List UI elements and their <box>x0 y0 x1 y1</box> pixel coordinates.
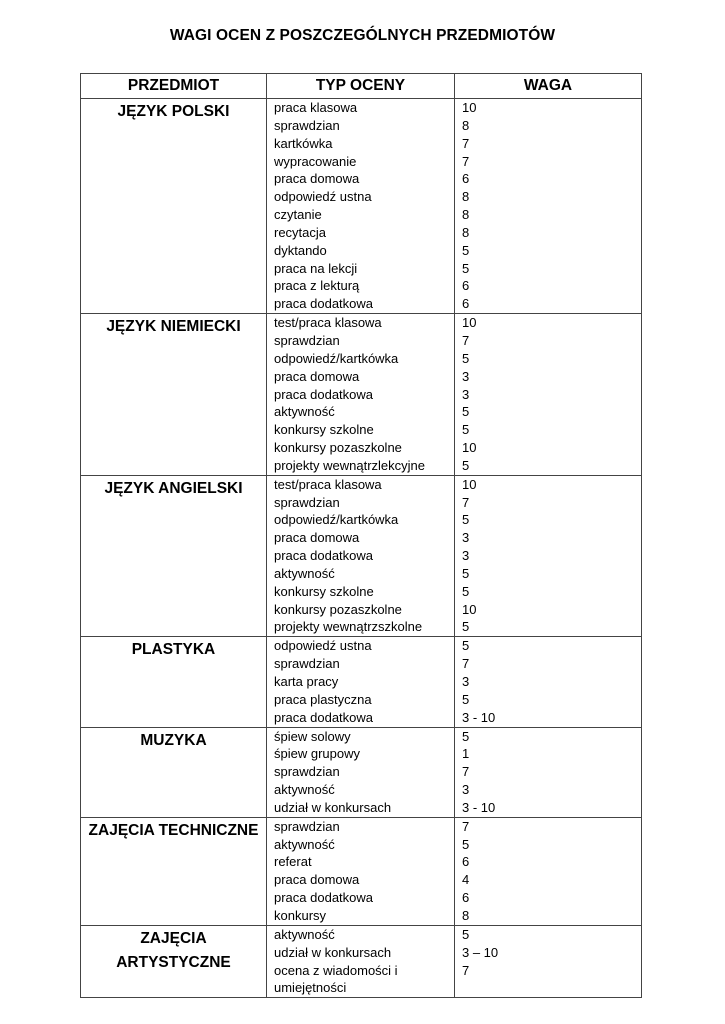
weight-value: 5 <box>462 583 470 599</box>
grade-type: konkursy pozaszkolne <box>274 601 402 617</box>
weight-value: 5 <box>462 350 470 366</box>
grade-type: odpowiedź/kartkówka <box>274 350 399 366</box>
weight-value: 5 <box>462 260 470 276</box>
table-row <box>81 314 642 476</box>
subject-name: JĘZYK ANGIELSKI <box>104 479 243 497</box>
weight-value: 10 <box>462 476 477 492</box>
weight-cell <box>455 475 642 637</box>
weight-cell <box>455 637 642 727</box>
weight-cell <box>455 817 642 925</box>
grade-type: aktywność <box>274 926 335 942</box>
grade-type: czytanie <box>274 207 322 223</box>
subject-name: ARTYSTYCZNE <box>116 953 231 971</box>
weight-value: 10 <box>462 100 477 115</box>
grade-type: referat <box>274 854 312 870</box>
subject-cell <box>81 475 267 637</box>
subject-cell <box>81 727 267 817</box>
grade-type: projekty wewnątrzlekcyjne <box>274 457 426 473</box>
table-row <box>81 817 642 925</box>
grade-type: wypracowanie <box>274 153 357 169</box>
weight-value: 7 <box>462 818 470 834</box>
grade-type: ocena z wiadomości i <box>274 962 398 978</box>
grade-weights-table <box>80 73 642 998</box>
grade-type: konkursy pozaszkolne <box>274 440 402 456</box>
weight-value: 3 <box>462 548 470 564</box>
weight-value: 3 <box>462 386 470 402</box>
subject-cell <box>81 637 267 727</box>
grade-type: praca domowa <box>274 872 360 888</box>
page-title: WAGI OCEN Z POSZCZEGÓLNYCH PRZEDMIOTÓW <box>169 27 556 44</box>
table-row <box>81 925 642 997</box>
grade-type: praca dodatkowa <box>274 296 374 312</box>
subject-name: MUZYKA <box>140 731 207 749</box>
grade-type: sprawdzian <box>274 656 340 672</box>
header-weight: WAGA <box>455 74 642 99</box>
weight-value: 7 <box>462 962 470 978</box>
grade-type-cell <box>267 99 455 314</box>
subject-cell <box>81 99 267 314</box>
weight-value: 7 <box>462 656 470 672</box>
grade-type: praca domowa <box>274 171 360 187</box>
grade-type: konkursy szkolne <box>274 422 374 438</box>
weight-value: 3 - 10 <box>462 709 496 725</box>
grade-type: aktywność <box>274 836 335 852</box>
weight-value: 3 – 10 <box>462 944 499 960</box>
weight-cell <box>455 727 642 817</box>
grade-type: karta pracy <box>274 674 339 689</box>
weight-value: 7 <box>462 153 470 169</box>
weight-value: 5 <box>462 242 470 258</box>
grade-type-cell <box>267 475 455 637</box>
weight-value: 8 <box>462 117 470 133</box>
weight-value: 6 <box>462 296 470 312</box>
grade-type: praca klasowa <box>274 100 358 115</box>
grade-type: aktywność <box>274 565 335 581</box>
grade-type: śpiew solowy <box>274 728 351 744</box>
weight-value: 6 <box>462 171 470 187</box>
header-subject: PRZEDMIOT <box>81 74 267 99</box>
grade-type-cell <box>267 925 455 997</box>
grade-type-cell <box>267 817 455 925</box>
grade-type: konkursy <box>274 907 327 923</box>
weight-value: 8 <box>462 907 470 923</box>
weight-value: 5 <box>462 836 470 852</box>
weight-value: 5 <box>462 404 470 420</box>
grade-type: aktywność <box>274 782 335 798</box>
subject-name: ZAJĘCIA TECHNICZNE <box>88 821 259 839</box>
subject-name: ZAJĘCIA <box>140 929 207 947</box>
grade-type: dyktando <box>274 242 327 258</box>
grade-type: śpiew grupowy <box>274 746 360 762</box>
table-row <box>81 475 642 637</box>
table-row <box>81 99 642 314</box>
grade-type: udział w konkursach <box>274 799 392 815</box>
grade-type: umiejętności <box>274 980 347 996</box>
header-type: TYP OCENY <box>267 74 455 99</box>
grade-type: praca domowa <box>274 368 360 384</box>
weight-value: 5 <box>462 691 470 707</box>
weight-value: 3 <box>462 782 470 798</box>
subject-name: JĘZYK NIEMIECKI <box>106 318 241 336</box>
subject-name: PLASTYKA <box>131 641 216 659</box>
grade-type: konkursy szkolne <box>274 583 374 599</box>
weight-value: 5 <box>462 728 470 744</box>
grade-type: odpowiedź ustna <box>274 189 372 205</box>
grade-type: praca domowa <box>274 530 360 546</box>
weight-value: 3 - 10 <box>462 799 496 815</box>
grade-type: praca dodatkowa <box>274 386 374 402</box>
weight-value: 7 <box>462 332 470 348</box>
grade-type: sprawdzian <box>274 818 340 834</box>
weight-value: 6 <box>462 278 470 294</box>
grade-type: sprawdzian <box>274 117 340 133</box>
grade-type: udział w konkursach <box>274 944 392 960</box>
weight-cell <box>455 99 642 314</box>
grade-type: praca z lekturą <box>274 278 360 294</box>
subject-cell <box>81 925 267 997</box>
grade-type: recytacja <box>274 224 327 240</box>
weight-value: 7 <box>462 135 470 151</box>
weight-value: 10 <box>462 440 477 456</box>
weight-value: 8 <box>462 207 470 223</box>
grade-type: praca dodatkowa <box>274 548 374 564</box>
table-row <box>81 637 642 727</box>
weight-value: 8 <box>462 189 470 205</box>
weight-value: 6 <box>462 890 470 906</box>
weight-value: 5 <box>462 457 470 473</box>
weight-value: 3 <box>462 674 470 689</box>
weight-value: 5 <box>462 422 470 438</box>
weight-value: 1 <box>462 746 470 762</box>
weight-value: 5 <box>462 926 470 942</box>
grade-type: sprawdzian <box>274 764 340 780</box>
weight-cell <box>455 314 642 476</box>
grade-type: praca plastyczna <box>274 691 372 707</box>
weight-value: 8 <box>462 224 470 240</box>
subject-cell <box>81 817 267 925</box>
grade-type: aktywność <box>274 404 335 420</box>
grade-type: test/praca klasowa <box>274 476 382 492</box>
grade-type-cell <box>267 727 455 817</box>
grade-type: test/praca klasowa <box>274 315 382 331</box>
weight-value: 6 <box>462 854 470 870</box>
grade-type: kartkówka <box>274 135 333 151</box>
weight-value: 4 <box>462 872 470 888</box>
weight-value: 5 <box>462 565 470 581</box>
grade-type-cell <box>267 637 455 727</box>
grade-type: sprawdzian <box>274 332 340 348</box>
weight-cell <box>455 925 642 997</box>
grade-type-cell <box>267 314 455 476</box>
table-row <box>81 727 642 817</box>
weight-value: 10 <box>462 601 477 617</box>
grade-type: odpowiedź/kartkówka <box>274 512 399 528</box>
weight-value: 7 <box>462 764 470 780</box>
weight-value: 5 <box>462 512 470 528</box>
table-header-row <box>81 74 642 99</box>
weight-value: 5 <box>462 638 470 654</box>
weight-value: 5 <box>462 619 470 635</box>
weight-value: 10 <box>462 315 477 331</box>
subject-name: JĘZYK POLSKI <box>117 103 230 120</box>
grade-type: projekty wewnątrzszkolne <box>274 619 423 635</box>
weight-value: 3 <box>462 530 470 546</box>
grade-type: praca dodatkowa <box>274 890 374 906</box>
grade-type: praca dodatkowa <box>274 709 374 725</box>
grade-type: sprawdzian <box>274 494 340 510</box>
weight-value: 7 <box>462 494 470 510</box>
grade-type: praca na lekcji <box>274 260 358 276</box>
subject-cell <box>81 314 267 476</box>
grade-type: odpowiedź ustna <box>274 638 372 654</box>
weight-value: 3 <box>462 368 470 384</box>
